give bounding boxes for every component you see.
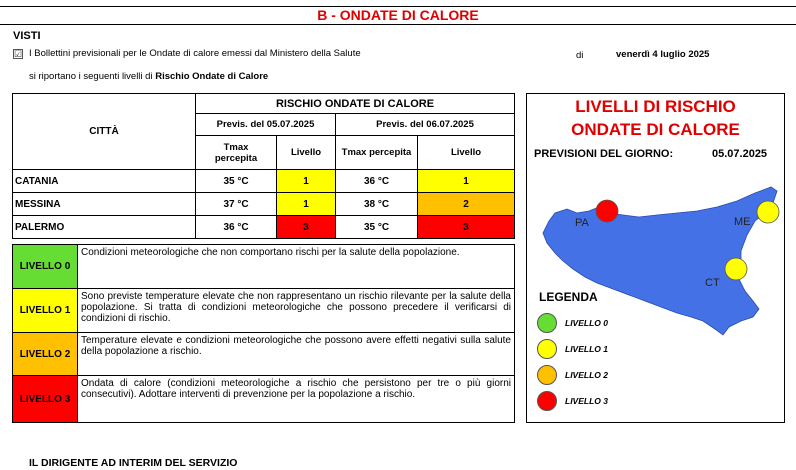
level-3-desc: Ondata di calore (condizioni meteorologiche a rischio che persistono per tre o più giorni consecutivi). Adottare interventi di prevenzione per la popolazione a rischio. xyxy=(78,376,515,423)
level-header-2: Livello xyxy=(418,136,515,170)
legend-item xyxy=(537,391,608,411)
level-0-dot-icon xyxy=(537,313,557,333)
level-row xyxy=(13,333,515,376)
panel-subtitle: PREVISIONI DEL GIORNO: xyxy=(534,148,674,160)
risk-table xyxy=(12,93,515,239)
pa-marker xyxy=(596,200,618,222)
legend-title: LEGENDA xyxy=(539,290,598,304)
level-3-dot-icon xyxy=(537,391,557,411)
footer-signature: IL DIRIGENTE AD INTERIM DEL SERVIZIO xyxy=(29,457,238,469)
level-value: 3 xyxy=(277,216,336,239)
city-name: CATANIA xyxy=(13,170,196,193)
bulletin-text: I Bollettini previsionali per le Ondate di calore emessi dal Ministero della Salute xyxy=(29,48,361,59)
tmax-value: 37 °C xyxy=(196,193,277,216)
me-label: ME xyxy=(734,216,751,228)
level-1-label: LIVELLO 1 xyxy=(13,289,78,333)
level-row xyxy=(13,376,515,423)
legend-item xyxy=(537,339,608,359)
city-name: PALERMO xyxy=(13,216,196,239)
section-title: B - ONDATE DI CALORE xyxy=(0,6,796,25)
level-value: 1 xyxy=(277,170,336,193)
level-value: 1 xyxy=(277,193,336,216)
levels-intro-bold: Rischio Ondate di Calore xyxy=(155,71,269,82)
level-1-desc: Sono previste temperature elevate che non rappresentano un rischio rilevante per la salute della popolazione. Si tratta di condizioni meteorologiche che possono precedere il verificarsi di condizioni di rischio. xyxy=(78,289,515,333)
tmax-header-1: Tmax percepita xyxy=(196,136,277,170)
tmax-value: 35 °C xyxy=(336,216,418,239)
table-row xyxy=(13,216,515,239)
tmax-value: 35 °C xyxy=(196,170,277,193)
level-0-label: LIVELLO 0 xyxy=(13,245,78,289)
panel-title-line-1: LIVELLI DI RISCHIO xyxy=(575,97,736,116)
level-1-dot-icon xyxy=(537,339,557,359)
risk-map-panel xyxy=(526,93,785,423)
level-0-desc: Condizioni meteorologiche che non comportano rischi per la salute della popolazione. xyxy=(78,245,515,289)
tmax-value: 36 °C xyxy=(196,216,277,239)
panel-subtitle-date: 05.07.2025 xyxy=(712,148,768,160)
me-marker xyxy=(757,201,779,223)
level-value: 1 xyxy=(418,170,515,193)
table-row xyxy=(13,193,515,216)
risk-header: RISCHIO ONDATE DI CALORE xyxy=(196,94,515,114)
panel-title-line-2: ONDATE DI CALORE xyxy=(571,120,740,139)
visti-label: VISTI xyxy=(13,30,41,42)
tmax-value: 38 °C xyxy=(336,193,418,216)
city-name: MESSINA xyxy=(13,193,196,216)
level-2-desc: Temperature elevate e condizioni meteorologiche che possono avere effetti negativi sulla salute della popolazione a rischio. xyxy=(78,333,515,376)
di-label: di xyxy=(576,50,584,61)
tmax-header-2: Tmax percepita xyxy=(336,136,418,170)
level-3-label: LIVELLO 3 xyxy=(13,376,78,423)
levels-intro xyxy=(29,71,268,82)
level-header-1: Livello xyxy=(277,136,336,170)
city-header: CITTÀ xyxy=(13,94,196,170)
table-row xyxy=(13,170,515,193)
bulletin-line xyxy=(13,48,361,59)
forecast-date-2: Previs. del 06.07.2025 xyxy=(336,114,515,136)
panel-title xyxy=(527,94,784,141)
legend-item xyxy=(537,365,608,385)
forecast-date-1: Previs. del 05.07.2025 xyxy=(196,114,336,136)
pa-label: PA xyxy=(575,217,589,229)
tmax-value: 36 °C xyxy=(336,170,418,193)
legend-label: LIVELLO 0 xyxy=(565,318,608,328)
legend-item xyxy=(537,313,608,333)
level-value: 2 xyxy=(418,193,515,216)
levels-table xyxy=(12,244,515,423)
legend-label: LIVELLO 1 xyxy=(565,344,608,354)
levels-intro-prefix: si riportano i seguenti livelli di xyxy=(29,71,156,82)
level-2-label: LIVELLO 2 xyxy=(13,333,78,376)
level-value: 3 xyxy=(418,216,515,239)
ct-label: CT xyxy=(705,277,720,289)
level-row xyxy=(13,245,515,289)
level-2-dot-icon xyxy=(537,365,557,385)
checkbox-checked-icon[interactable]: ☑ xyxy=(14,48,23,59)
legend-label: LIVELLO 3 xyxy=(565,396,608,406)
legend-label: LIVELLO 2 xyxy=(565,370,608,380)
bulletin-date: venerdì 4 luglio 2025 xyxy=(616,49,710,60)
ct-marker xyxy=(725,258,747,280)
level-row xyxy=(13,289,515,333)
